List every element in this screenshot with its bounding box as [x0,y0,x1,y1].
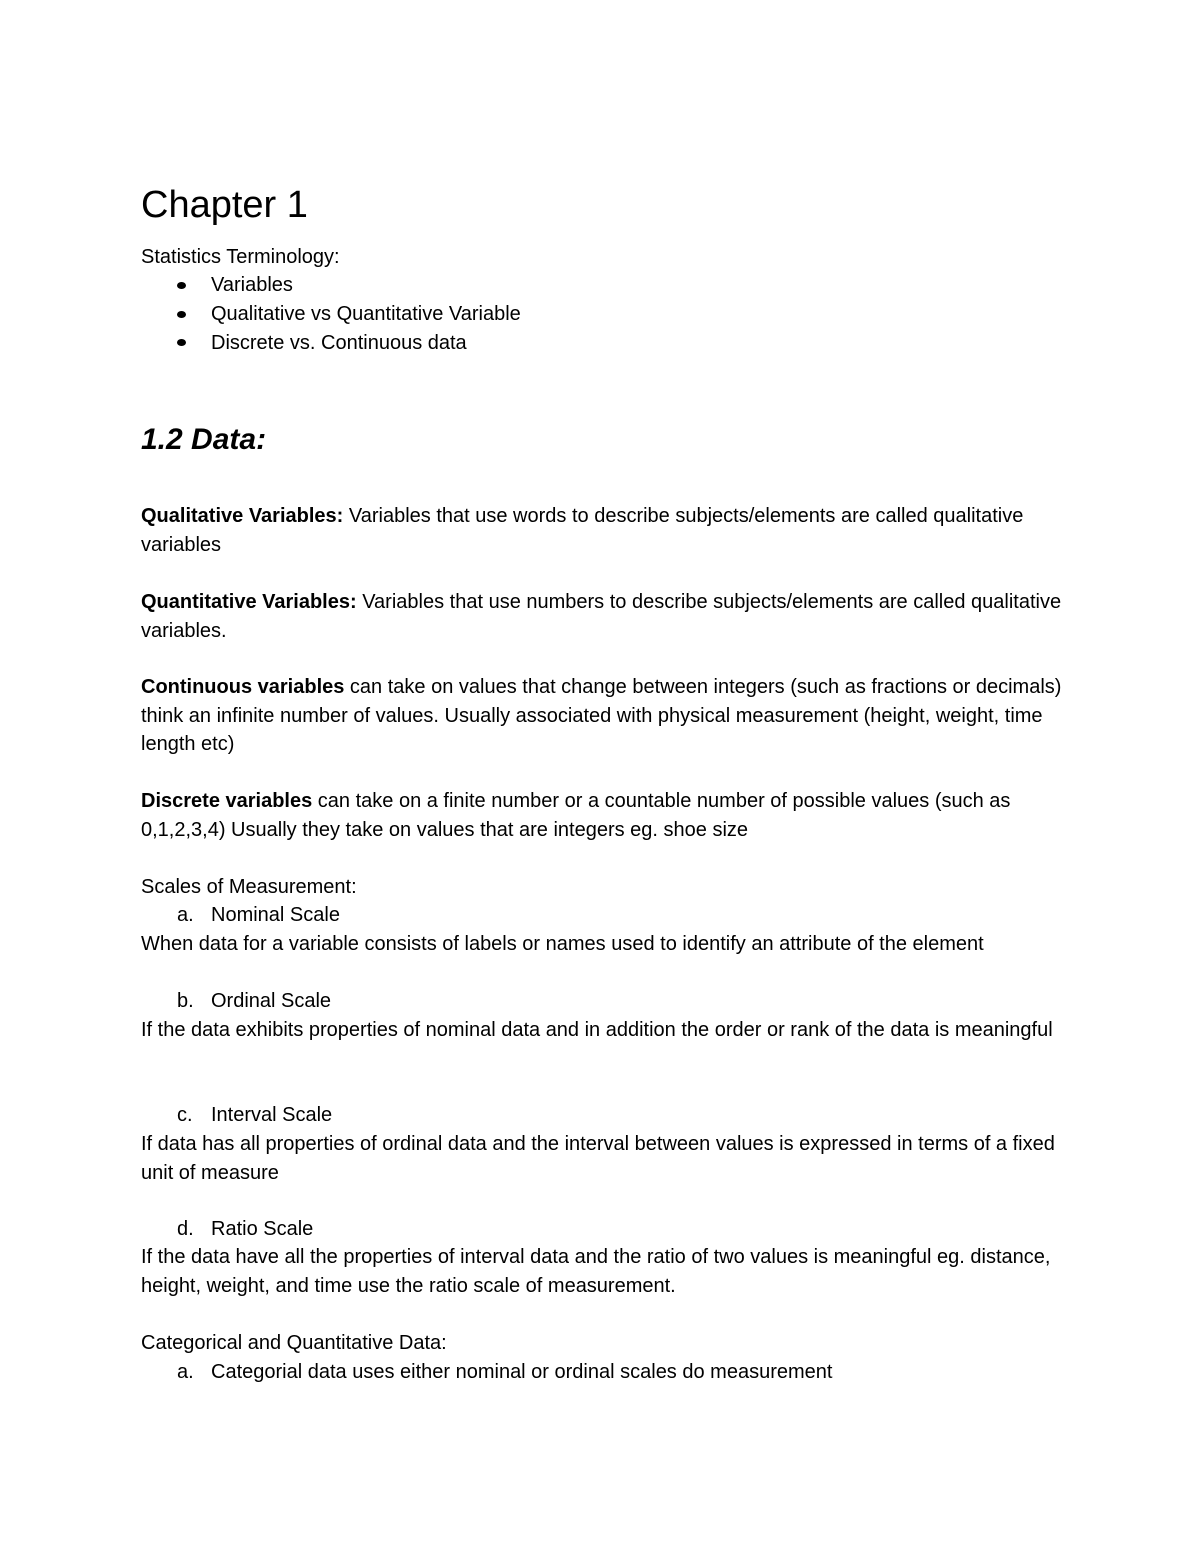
definition-discrete [141,787,1071,844]
bullet-icon [177,339,186,346]
scales-label: Scales of Measurement: [141,876,357,898]
list-marker: b. [177,990,194,1012]
categorical-item: Categorial data uses either nominal or ordinal scales do measurement [211,1361,833,1383]
definition-term: Qualitative Variables: [141,505,344,527]
terminology-item: Qualitative vs Quantitative Variable [211,303,521,325]
scale-description: If the data have all the properties of interval data and the ratio of two values is meaningful eg. distance, height, weight, and time use the ratio scale of measurement. [141,1246,1051,1297]
scale-description: If the data exhibits properties of nominal data and in addition the order or rank of the data is meaningful [141,1019,1053,1041]
definition-quantitative [141,588,1071,645]
terminology-label: Statistics Terminology: [141,246,340,268]
list-marker: d. [177,1218,194,1240]
definition-term: Quantitative Variables: [141,591,357,613]
terminology-item: Variables [211,274,293,296]
definition-text: can take on values that change between integers (such as fractions or decimals) think an infinite number of values. Usually associated with physical measurement (height, weight, time length etc) [141,676,1062,756]
definition-continuous [141,673,1071,759]
page-title: Chapter 1 [141,184,308,226]
list-marker: a. [177,904,194,926]
definition-qualitative [141,502,1071,559]
scale-description: If data has all properties of ordinal data and the interval between values is expressed in terms of a fixed unit of measure [141,1133,1055,1184]
scale-name: Ratio Scale [211,1218,314,1240]
bullet-icon [177,282,186,289]
definition-term: Continuous variables [141,676,345,698]
definition-text: can take on a finite number or a countable number of possible values (such as 0,1,2,3,4) Usually they take on values that are integers eg. shoe size [141,790,1011,841]
definition-term: Discrete variables [141,790,313,812]
scale-name: Ordinal Scale [211,990,332,1012]
scale-name: Nominal Scale [211,904,340,926]
bullet-icon [177,311,186,318]
terminology-item: Discrete vs. Continuous data [211,332,467,354]
definition-text: Variables that use words to describe subjects/elements are called qualitative variables [141,505,1024,556]
categorical-label: Categorical and Quantitative Data: [141,1332,447,1354]
section-heading: 1.2 Data: [141,423,267,456]
list-marker: c. [177,1104,193,1126]
scale-name: Interval Scale [211,1104,333,1126]
list-marker: a. [177,1361,194,1383]
definition-text: Variables that use numbers to describe subjects/elements are called qualitative variables. [141,591,1062,642]
scale-description: When data for a variable consists of labels or names used to identify an attribute of the element [141,933,984,955]
